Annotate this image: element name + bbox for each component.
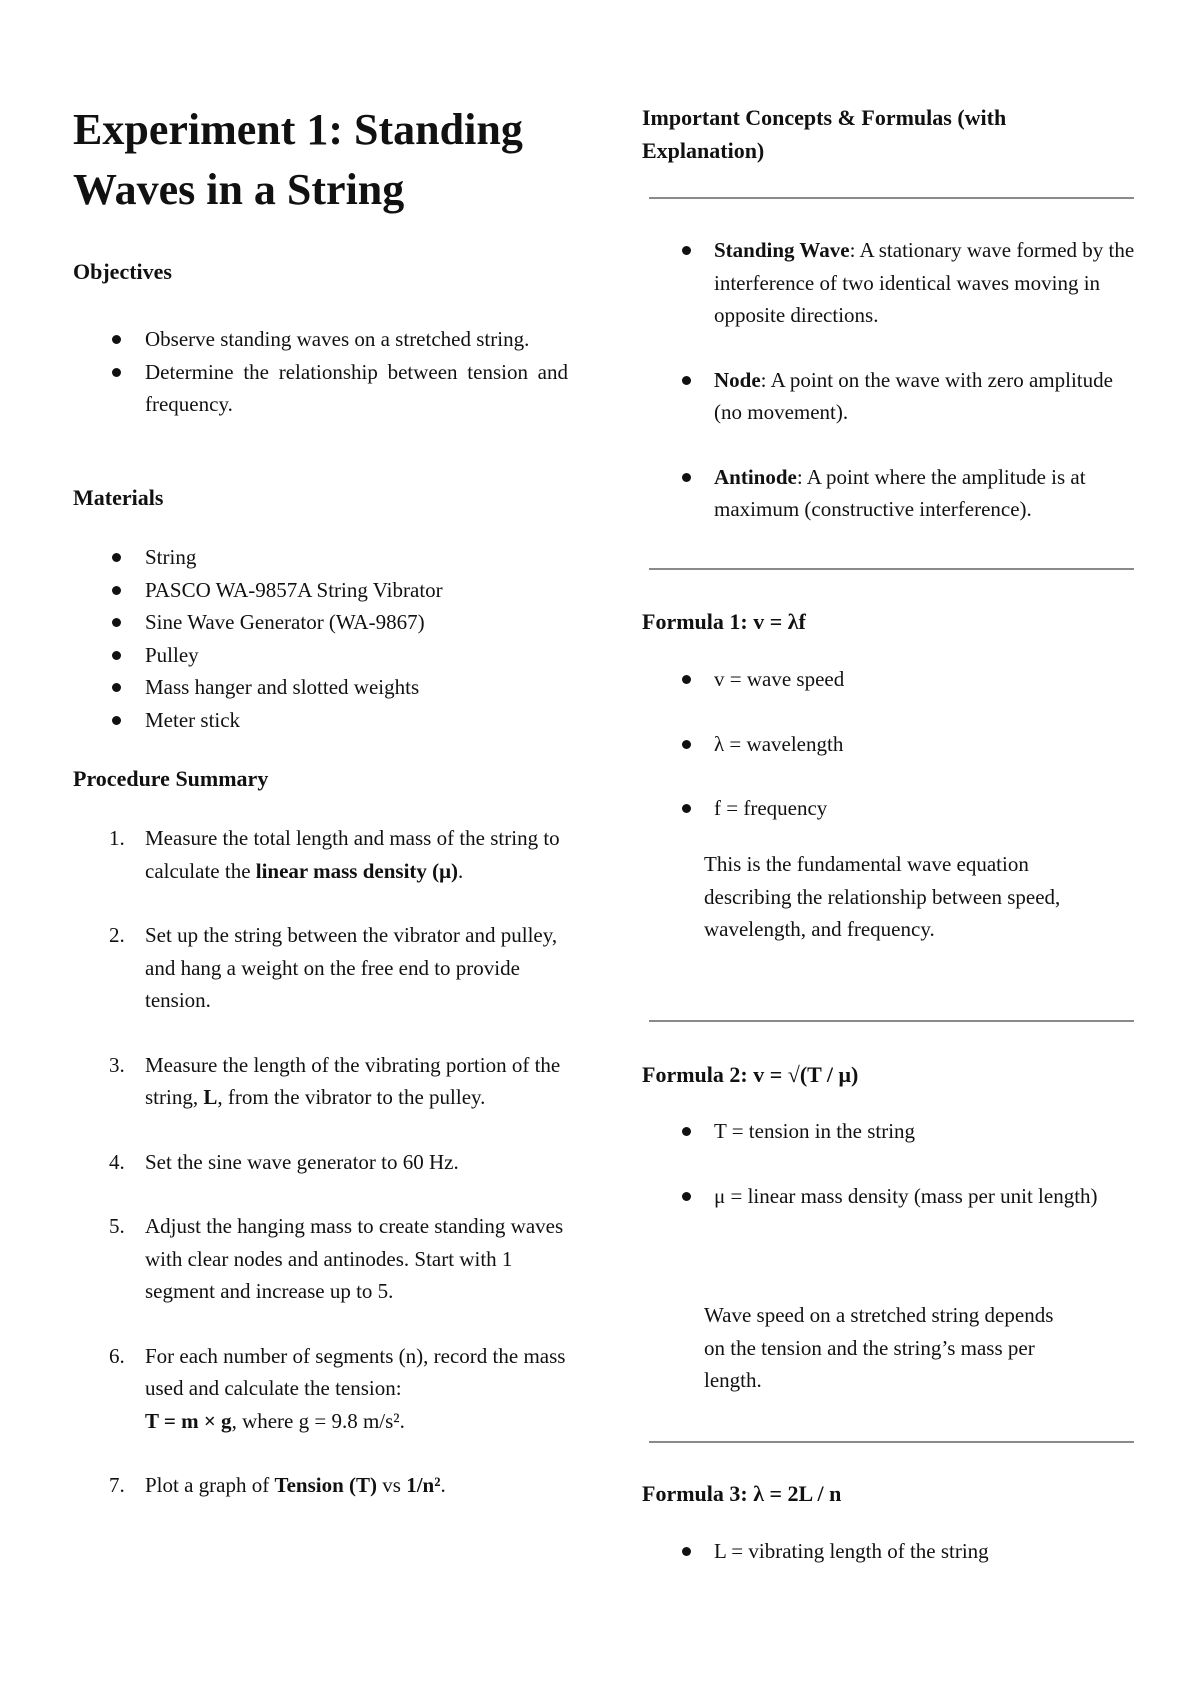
formula-2-heading: Formula 2: v = √(T / μ) [642,1062,859,1087]
objectives-heading: Objectives [73,259,172,284]
formula-1-list [642,663,1142,825]
procedure-step [73,1049,568,1114]
divider [649,197,1134,199]
list-item: PASCO WA-9857A String Vibrator [73,574,568,607]
formula-2-list [642,1115,1142,1212]
page-title: Experiment 1: Standing Waves in a String [73,105,523,214]
concept-text: : A stationary wave formed by the interference of two identical waves moving in opposite directions. [714,238,1135,327]
step-bold-text: 1/n² [406,1473,441,1497]
step-text: Adjust the hanging mass to create standing waves with clear nodes and antinodes. Start with 1 segment and increase up to 5. [145,1214,564,1303]
procedure-heading: Procedure Summary [73,766,269,791]
concept-term: Node [714,367,761,392]
list-item: Pulley [73,639,568,672]
concept-text: : A point on the wave with zero amplitude (no movement). [714,367,1113,424]
divider [649,1441,1134,1443]
objectives-list [73,323,568,421]
step-number: 3. [109,1052,125,1077]
step-text: Measure the total length and mass of the string to calculate the [145,826,560,883]
step-number: 1. [109,826,125,850]
step-number: 2. [109,923,125,947]
concept-item [642,364,1142,429]
concept-text: : A point where the amplitude is at maximum (constructive interference). [714,464,1086,521]
step-text: . [458,858,464,883]
concept-term: Standing Wave [714,238,850,262]
step-bold-text: T = m × g [145,1408,232,1433]
concept-item [642,234,1142,332]
materials-list [73,541,568,736]
list-item: L = vibrating length of the string [642,1535,1142,1568]
step-text: For each number of segments (n), record the mass used and calculate the tension: [145,1343,566,1400]
list-item: Mass hanger and slotted weights [73,671,568,704]
list-item: Sine Wave Generator (WA-9867) [73,606,568,639]
divider [649,1020,1134,1022]
formula-3-heading: Formula 3: λ = 2L / n [642,1481,842,1506]
step-number: 5. [109,1214,125,1238]
step-text: , from the vibrator to the pulley. [217,1085,486,1109]
list-item: λ = wavelength [642,728,1142,761]
formula-1-heading: Formula 1: v = λf [642,609,806,634]
step-bold-text: Tension (T) [274,1473,377,1497]
procedure-step [73,1340,568,1438]
step-text: Set up the string between the vibrator and pulley, and hang a weight on the free end to provide tension. [145,923,558,1012]
materials-heading: Materials [73,485,164,510]
step-text: . [440,1473,446,1497]
concepts-list [642,234,1142,526]
concept-item [642,461,1142,526]
step-text: vs [377,1473,407,1497]
procedure-step [73,1146,568,1179]
formula-3-list [642,1535,1142,1568]
procedure-step [73,1469,568,1502]
step-bold-text: linear mass density (μ) [255,858,459,883]
list-item: Observe standing waves on a stretched string. [73,323,568,356]
concepts-heading: Important Concepts & Formulas (with Explanation) [642,105,1007,163]
step-text: Set the sine wave generator to 60 Hz. [145,1149,459,1174]
step-number: 6. [109,1343,125,1368]
step-number: 4. [109,1149,125,1174]
list-item: T = tension in the string [642,1115,1142,1148]
step-bold-text: L [203,1085,218,1109]
step-text: , where g = 9.8 m/s². [231,1408,405,1433]
concept-term: Antinode [714,464,797,489]
step-text: Plot a graph of [145,1473,275,1497]
procedure-step [73,822,568,887]
formula-1-explanation: This is the fundamental wave equation describing the relationship between speed, wavelength, and frequency. [704,852,1061,941]
list-item: String [73,541,568,574]
procedure-step [73,1210,568,1308]
step-number: 7. [109,1473,125,1497]
procedure-list [73,822,568,1502]
divider [649,568,1134,570]
list-item: v = wave speed [642,663,1142,696]
procedure-step [73,919,568,1017]
step-text: Measure the length of the vibrating portion of the string, [145,1052,561,1109]
list-item: Meter stick [73,704,568,737]
list-item: f = frequency [642,792,1142,825]
list-item: μ = linear mass density (mass per unit length) [642,1180,1142,1213]
list-item: Determine the relationship between tension and frequency. [73,356,568,421]
formula-2-explanation: Wave speed on a stretched string depends on the tension and the string’s mass per length. [704,1303,1054,1392]
